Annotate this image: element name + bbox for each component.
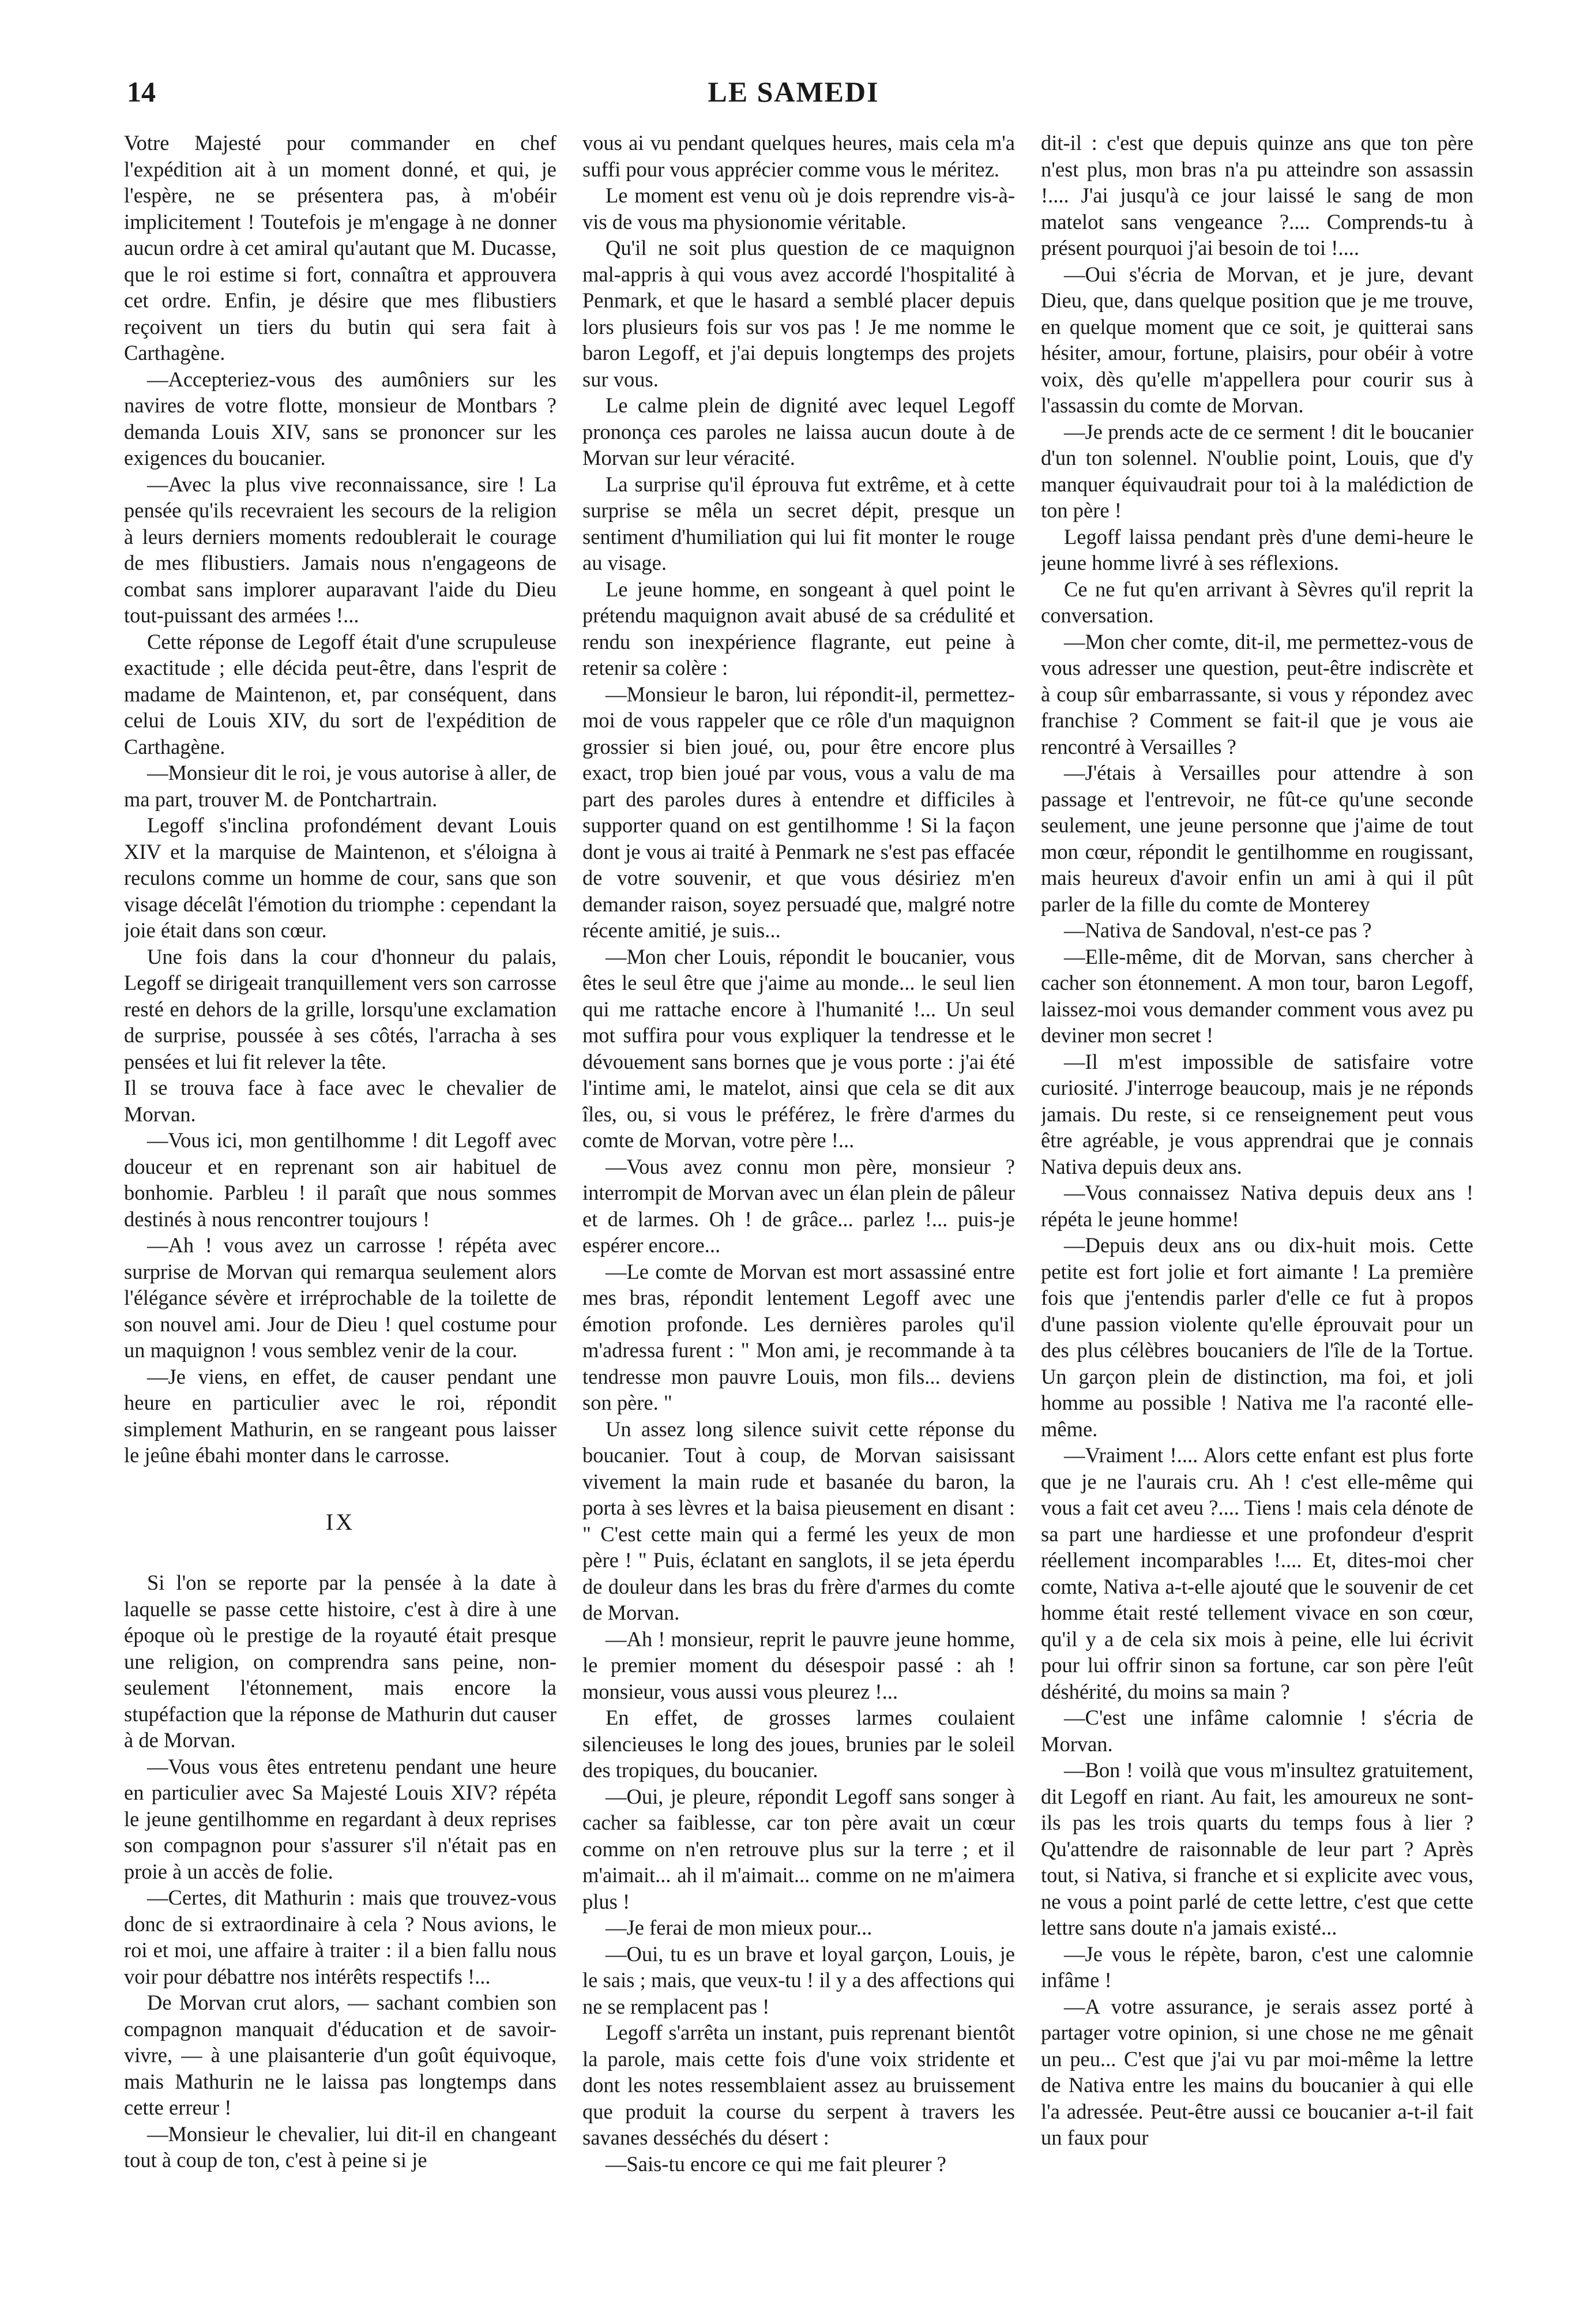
paragraph: —Monsieur le chevalier, lui dit-il en changeant tout à coup de ton, c'est à peine si je <box>124 2122 556 2172</box>
column-3 <box>1041 130 1473 2304</box>
paragraph: —Oui, je pleure, répondit Legoff sans songer à cacher sa faiblesse, car ton père avait un cœur comme on n'en retrouve plus sur la terre ; et il m'aimait... ah il m'aimait... comme on ne m'aimera plus ! <box>582 1784 1015 1913</box>
paragraph: Le calme plein de dignité avec lequel Legoff prononça ces paroles ne laissa aucun doute à de Morvan sur leur véracité. <box>582 393 1015 470</box>
paragraph: Qu'il ne soit plus question de ce maquignon mal-appris à qui vous avez accordé l'hospitalité à Penmark, et que le hasard a semblé placer depuis lors plusieurs fois sur vos pas ! Je me nomme le baron Legoff, et j'ai depuis longtemps des projets sur vous. <box>582 236 1015 391</box>
paragraph: vous ai vu pendant quelques heures, mais cela m'a suffi pour vous apprécier comme vous le méritez. <box>582 131 1015 181</box>
paragraph: Ce ne fut qu'en arrivant à Sèvres qu'il reprit la conversation. <box>1041 577 1473 627</box>
paragraph: —Oui s'écria de Morvan, et je jure, devant Dieu, que, dans quelque position que je me trouve, en quelque moment que ce soit, je quitterai sans hésiter, amour, fortune, plaisirs, pour obéir à votre voix, dès qu'elle m'appellera pour courir sus à l'assassin du comte de Morvan. <box>1041 262 1473 417</box>
paragraph: —Elle-même, dit de Morvan, sans chercher à cacher son étonnement. A mon tour, baron Legoff, laissez-moi vous demander comment vous avez pu deviner mon secret ! <box>1041 944 1473 1047</box>
paragraph: —Je viens, en effet, de causer pendant une heure en particulier avec le roi, répondit simplement Mathurin, en se rangeant pous laisser le jeûne ébahi monter dans le carrosse. <box>124 1364 556 1467</box>
paragraph: Une fois dans la cour d'honneur du palais, Legoff se dirigeait tranquillement vers son carrosse resté en dehors de la grille, lorsqu'une exclamation de surprise, poussée à ses côtés, l'arracha à ses pensées et lui fit relever la tête. <box>124 944 556 1073</box>
paragraph: Legoff s'arrêta un instant, puis reprenant bientôt la parole, mais cette fois d'une voix stridente et dont les notes ressemblaient assez au bruissement que produit la course du serpent à travers les savanes desséchés du désert : <box>582 2021 1015 2149</box>
paragraph: —Nativa de Sandoval, n'est-ce pas ? <box>1064 918 1372 942</box>
chapter-heading: IX <box>325 1508 355 1535</box>
article-body <box>124 130 1473 2304</box>
paragraph: Cette réponse de Legoff était d'une scrupuleuse exactitude ; elle décida peut-être, dans l'esprit de madame de Maintenon, et, par conséquent, dans celui de Louis XIV, du sort de l'expédition de Carthagène. <box>124 629 556 759</box>
paragraph: Si l'on se reporte par la pensée à la date à laquelle se passe cette histoire, c'est à dire à une époque où le prestige de la royauté était presque une religion, on comprendra sans peine, non-seulement l'étonnement, mais encore la stupéfaction que la réponse de Mathurin dut causer à de Morvan. <box>124 1571 556 1752</box>
paragraph: —Vraiment !.... Alors cette enfant est plus forte que je ne l'aurais cru. Ah ! c'est elle-même qui vous a fait cet aveu ?.... Tiens ! mais cela dénote de sa part une hardiesse et une profondeur d'esprit réellement incomparables !.... Et, dites-moi cher comte, Nativa a-t-elle ajouté que le souvenir de cet homme était resté tellement vivace en son cœur, qu'il y a de cela six mois à peine, elle lui écrivit pour lui offrir sinon sa fortune, car son père l'eût déshérité, du moins sa main ? <box>1041 1443 1473 1703</box>
paragraph: —C'est une infâme calomnie ! s'écria de Morvan. <box>1041 1706 1473 1756</box>
paragraph: Votre Majesté pour commander en chef l'expédition ait à un moment donné, et qui, je l'espère, ne se présentera pas, à m'obéir implicitement ! Toutefois je m'engage à ne donner aucun ordre à cet amiral qu'autant que M. Ducasse, que le roi estime si fort, connaîtra et approuvera cet ordre. Enfin, je désire que mes flibustiers reçoivent un tiers du butin qui sera fait à Carthagène. <box>124 131 556 365</box>
paragraph: Legoff s'inclina profondément devant Louis XIV et la marquise de Maintenon, et s'éloigna à reculons comme un homme de cour, sans que son visage décelât l'émotion du triomphe : cependant la joie était dans son cœur. <box>124 813 556 942</box>
paragraph: —Avec la plus vive reconnaissance, sire ! La pensée qu'ils recevraient les secours de la religion à leurs derniers moments redoublerait le courage de mes flibustiers. Jamais nous n'engageons de combat sans implorer auparavant l'aide du Dieu tout-puissant des armées !... <box>124 472 556 627</box>
paragraph: —Je ferai de mon mieux pour... <box>606 1916 873 1939</box>
paragraph: —A votre assurance, je serais assez porté à partager votre opinion, si une chose ne me gênait un peu... C'est que j'ai vu par moi-même la lettre de Nativa entre les mains du boucanier à qui elle l'a adressée. Peut-être aussi ce boucanier a-t-il fait un faux pour <box>1041 1994 1473 2149</box>
paragraph: —Certes, dit Mathurin : mais que trouvez-vous donc de si extraordinaire à cela ? Nous avions, le roi et moi, une affaire à traiter : il a bien fallu nous voir pour débattre nos intérêts respectifs !... <box>124 1886 556 1988</box>
paragraph: —Monsieur le baron, lui répondit-il, permettez-moi de vous rappeler que ce rôle d'un maquignon grossier si bien joué, ou, pour être encore plus exact, trop bien joué par vous, vous a valu de ma part des paroles dures à entendre et difficiles à supporter quand on est gentilhomme ! Si la façon dont je vous ai traité à Penmark ne s'est pas effacée de votre souvenir, et que vous désiriez m'en demander raison, soyez persuadé que, malgré notre récente amitié, je suis... <box>582 682 1015 942</box>
column-1 <box>124 130 556 2304</box>
paragraph: Legoff laissa pendant près d'une demi-heure le jeune homme livré à ses réflexions. <box>1041 524 1473 575</box>
paragraph: —Accepteriez-vous des aumôniers sur les navires de votre flotte, monsieur de Montbars ? demanda Louis XIV, sans se prononcer sur les exigences du boucanier. <box>124 367 556 470</box>
paragraph: —Vous vous êtes entretenu pendant une heure en particulier avec Sa Majesté Louis XIV? répéta le jeune gentilhomme en regardant à deux reprises son compagnon pour s'assurer s'il n'était pas en proie à un accès de folie. <box>124 1754 556 1883</box>
paragraph: Le moment est venu où je dois reprendre vis-à-vis de vous ma physionomie véritable. <box>582 183 1015 234</box>
paragraph: —Je prends acte de ce serment ! dit le boucanier d'un ton solennel. N'oublie point, Louis, que d'y manquer équivaudrait pour toi à la malédiction de ton père ! <box>1041 419 1473 522</box>
paragraph: —Oui, tu es un brave et loyal garçon, Louis, je le sais ; mais, que veux-tu ! il y a des affections qui ne se remplacent pas ! <box>582 1942 1015 2018</box>
paragraph: —Mon cher Louis, répondit le boucanier, vous êtes le seul être que j'aime au monde... le seul lien qui me rattache encore à l'humanité !... Un seul mot suffira pour vous expliquer la tendresse et le dévouement sans bornes que je vous porte : j'ai été l'intime ami, le matelot, ainsi que cela se dit aux îles, ou, si vous le préférez, le frère d'armes du comte de Morvan, votre père !... <box>582 944 1015 1152</box>
journal-title: LE SAMEDI <box>708 76 879 108</box>
paragraph: —Il m'est impossible de satisfaire votre curiosité. J'interroge beaucoup, mais je ne réponds jamais. Du reste, si ce renseignement peut vous être agréable, je vous apprendrai que je connais Nativa depuis deux ans. <box>1041 1049 1473 1178</box>
paragraph: La surprise qu'il éprouva fut extrême, et à cette surprise se mêla un secret dépit, presque un sentiment d'humiliation qui lui fit monter le rouge au visage. <box>582 472 1015 575</box>
paragraph: —Monsieur dit le roi, je vous autorise à aller, de ma part, trouver M. de Pontchartrain. <box>124 761 556 811</box>
paragraph: —Vous avez connu mon père, monsieur ? interrompit de Morvan avec un élan plein de pâleur et de larmes. Oh ! de grâce... parlez !... puis-je espérer encore... <box>582 1154 1015 1257</box>
paragraph: —Ah ! vous avez un carrosse ! répéta avec surprise de Morvan qui remarqua seulement alors l'élégance sévère et irréprochable de la toilette de son nouvel ami. Jour de Dieu ! quel costume pour un maquignon ! vous semblez venir de la cour. <box>124 1233 556 1362</box>
paragraph: —Le comte de Morvan est mort assassiné entre mes bras, répondit lentement Legoff avec une émotion profonde. Les dernières paroles qu'il m'adressa furent : " Mon ami, je recommande à ta tendresse mon pauvre Louis, mon fils... deviens son père. " <box>582 1259 1015 1414</box>
paragraph: Un assez long silence suivit cette réponse du boucanier. Tout à coup, de Morvan saisissant vivement la main rude et basanée du baron, la porta à ses lèvres et la baisa pieusement en disant : " C'est cette main qui a fermé les yeux de mon père ! " Puis, éclatant en sanglots, il se jeta éperdu de douleur dans les bras du frère d'armes du comte de Morvan. <box>582 1417 1015 1624</box>
paragraph: —Ah ! monsieur, reprit le pauvre jeune homme, le premier moment du désespoir passé : ah ! monsieur, vous aussi vous pleurez !... <box>582 1627 1015 1703</box>
paragraph: —Vous connaissez Nativa depuis deux ans ! répéta le jeune homme! <box>1041 1181 1473 1231</box>
paragraph: Le jeune homme, en songeant à quel point le prétendu maquignon avait abusé de sa crédulité et rendu son inexpérience flagrante, eut peine à retenir sa colère : <box>582 577 1015 679</box>
page-header <box>87 75 1500 121</box>
paragraph: En effet, de grosses larmes coulaient silencieuses le long des joues, brunies par le soleil des tropiques, du boucanier. <box>582 1706 1015 1782</box>
paragraph: —J'étais à Versailles pour attendre à son passage et l'entrevoir, ne fût-ce qu'une seconde seulement, une jeune personne que j'aime de tout mon cœur, répondit le gentilhomme en rougissant, mais heureux d'avoir enfin un ami à qui il pût parler de la fille du comte de Monterey <box>1041 761 1473 916</box>
paragraph: —Vous ici, mon gentilhomme ! dit Legoff avec douceur et en reprenant son air habituel de bonhomie. Parbleu ! il paraît que nous sommes destinés à nous rencontrer toujours ! <box>124 1128 556 1231</box>
paragraph: —Sais-tu encore ce qui me fait pleurer ? <box>606 2152 946 2176</box>
paragraph: —Je vous le répète, baron, c'est une calomnie infâme ! <box>1041 1942 1473 1992</box>
paragraph: Il se trouva face à face avec le chevalier de Morvan. <box>124 1076 556 1126</box>
paragraph: dit-il : c'est que depuis quinze ans que ton père n'est plus, mon bras n'a pu atteindre son assassin !.... J'ai jusqu'à ce jour laissé le sang de mon matelot sans vengeance ?.... Comprends-tu à présent pourquoi j'ai besoin de toi !.... <box>1041 131 1473 260</box>
paragraph: —Bon ! voilà que vous m'insultez gratuitement, dit Legoff en riant. Au fait, les amoureux ne sont-ils pas les trois quarts du temps fous à lier ? Qu'attendre de raisonnable de leur part ? Après tout, si Nativa, si franche et si explicite avec vous, ne vous a point parlé de cette lettre, c'est que cette lettre sans doute n'a jamais existé... <box>1041 1758 1473 1939</box>
paragraph: De Morvan crut alors, — sachant combien son compagnon manquait d'éducation et de savoir-vivre, — à une plaisanterie d'un goût équivoque, mais Mathurin ne le laissa pas longtemps dans cette erreur ! <box>124 1991 556 2119</box>
column-2 <box>582 130 1015 2304</box>
page-number: 14 <box>127 76 156 108</box>
paragraph: —Depuis deux ans ou dix-huit mois. Cette petite est fort jolie et fort aimante ! La première fois que j'entendis parler d'elle ce fut à propos d'une passion violente qu'elle éprouvait pour un des plus célèbres boucaniers de l'île de la Tortue. Un garçon plein de distinction, ma foi, et joli homme au possible ! Nativa me l'a raconté elle-même. <box>1041 1233 1473 1441</box>
paragraph: —Mon cher comte, dit-il, me permettez-vous de vous adresser une question, peut-être indiscrète et à coup sûr embarrassante, si vous y répondez avec franchise ? Comment se fait-il que je vous aie rencontré à Versailles ? <box>1041 629 1473 759</box>
